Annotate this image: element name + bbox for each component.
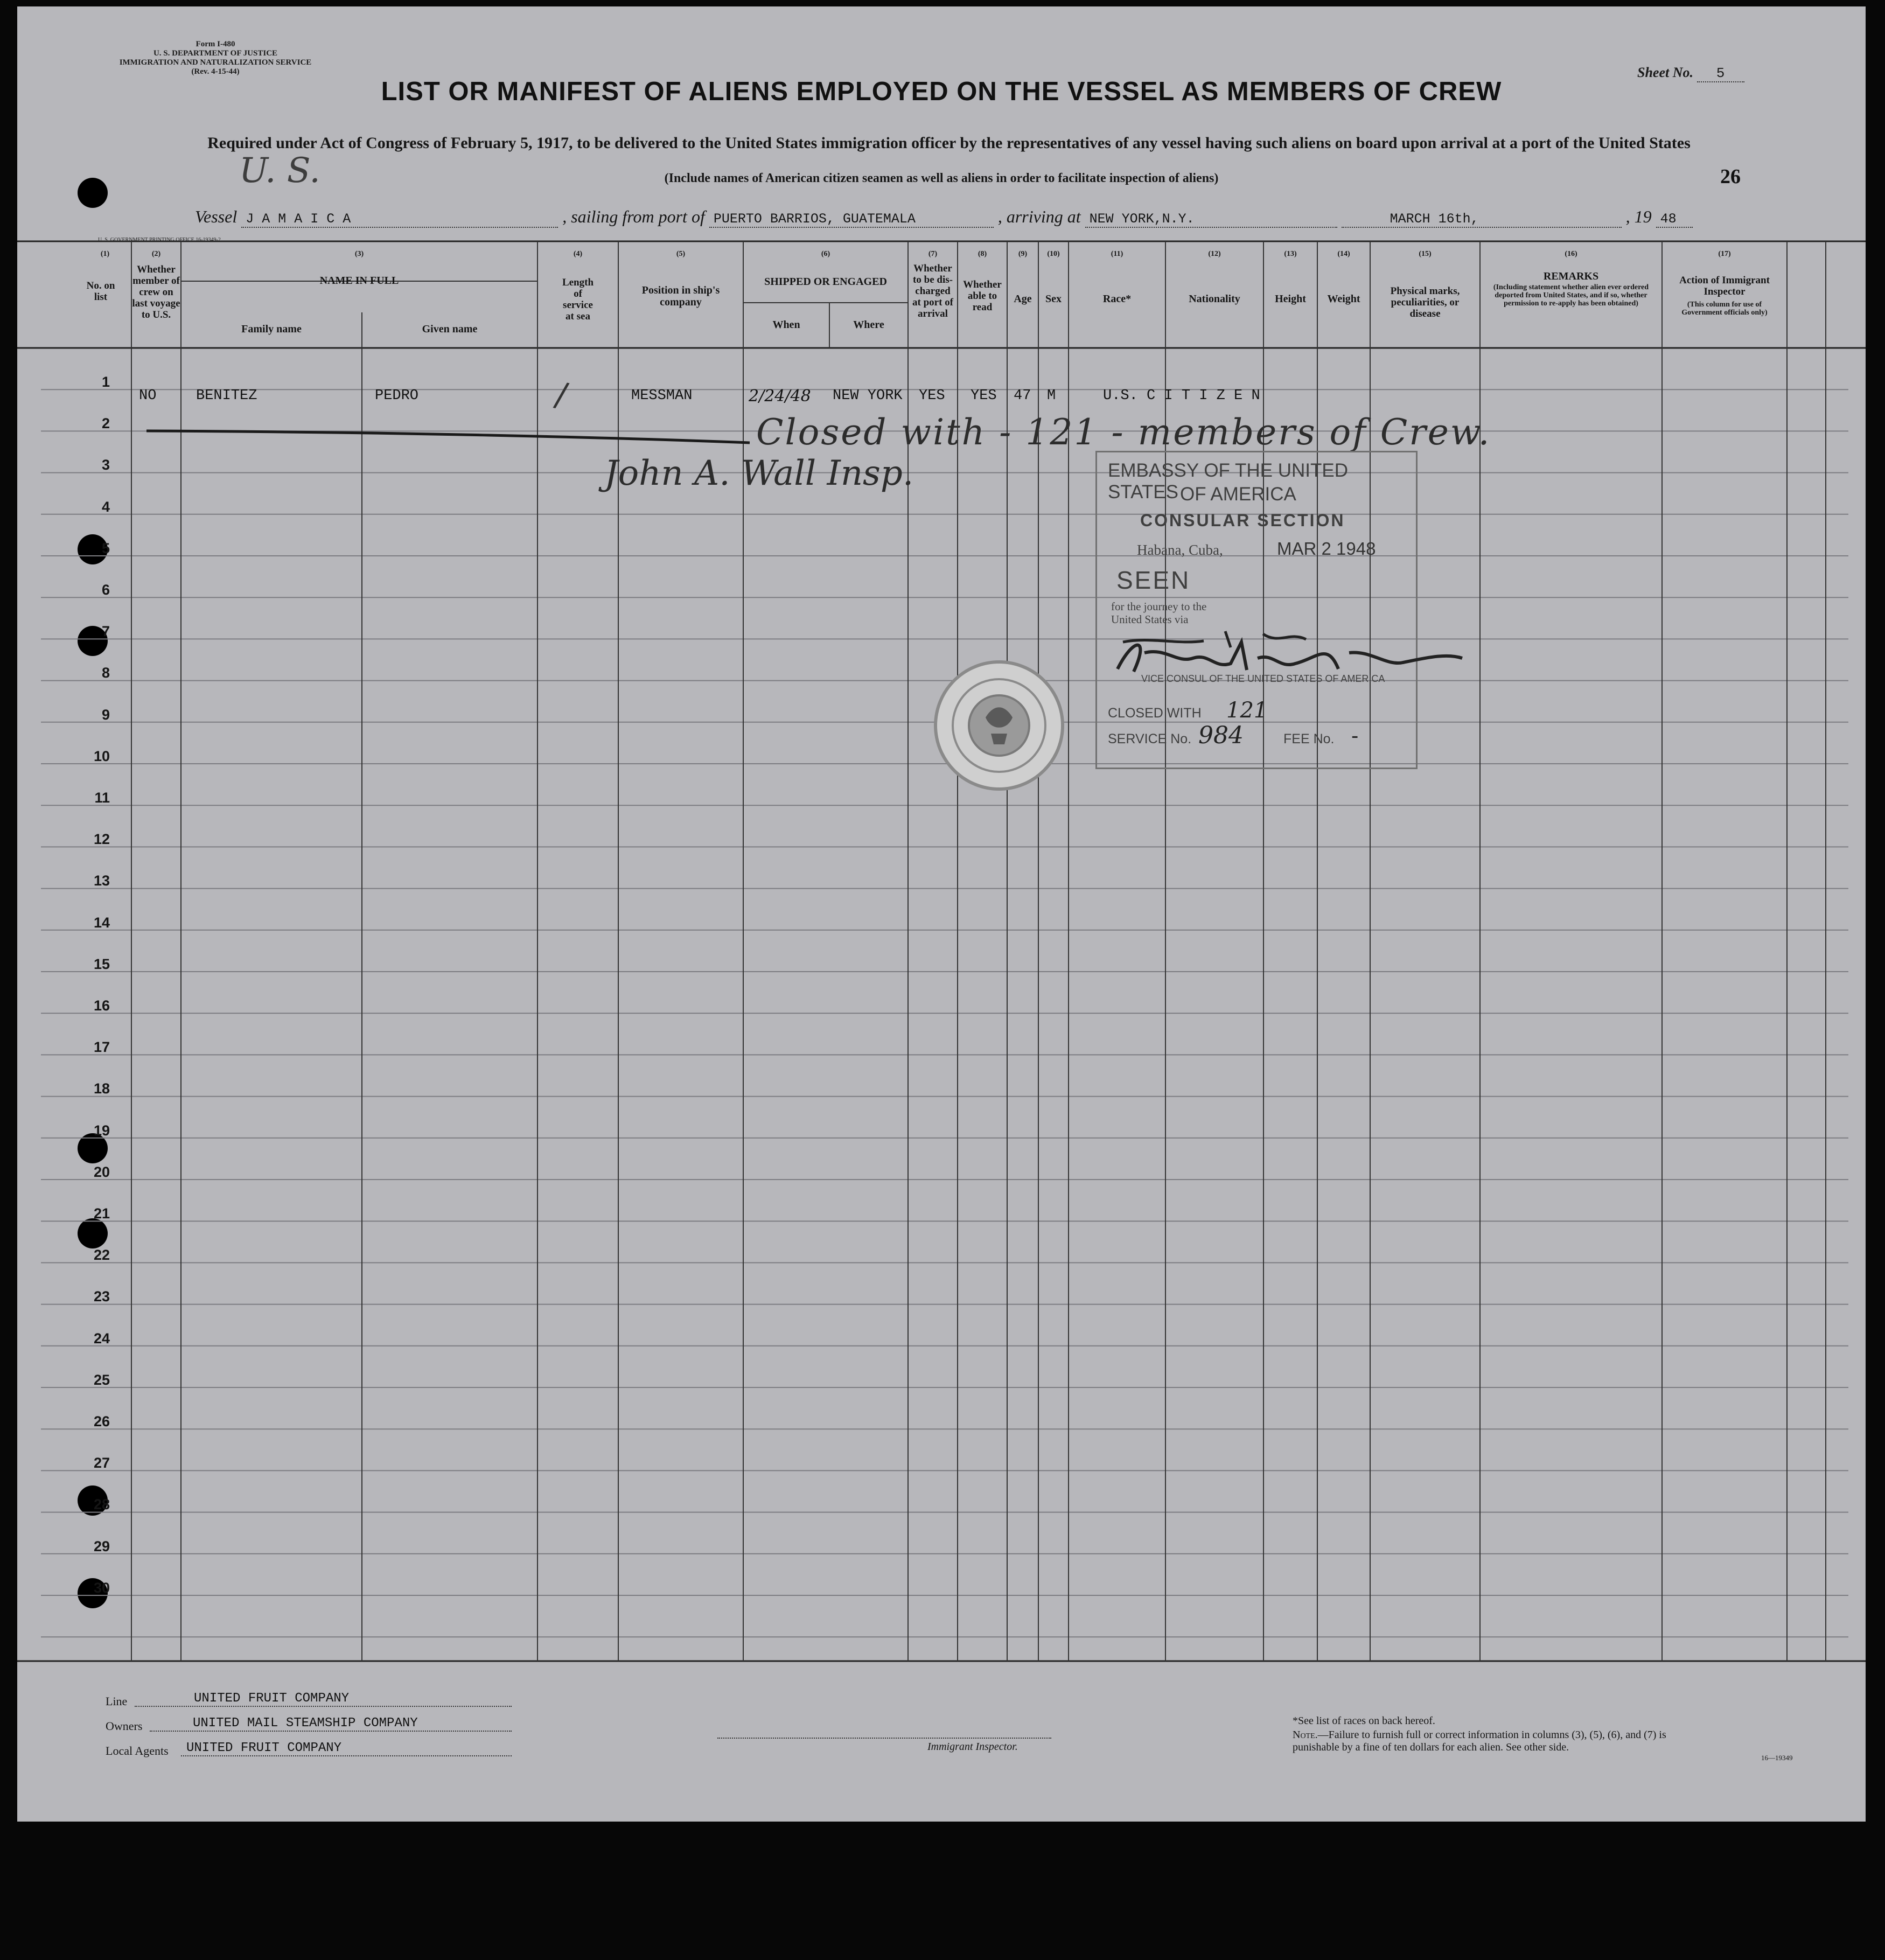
year-suffix: 48: [1656, 211, 1693, 228]
col3-given-name: Given name: [422, 323, 478, 335]
entry-race-nationality: U.S. C I T I Z E N: [1103, 388, 1260, 404]
col3-num: (3): [354, 250, 364, 258]
col12-num: (12): [1208, 250, 1221, 258]
col14-label: Weight: [1327, 293, 1360, 305]
row-number: 21: [93, 1205, 110, 1222]
departure-port: PUERTO BARRIOS, GUATEMALA: [709, 211, 994, 228]
embassy-seal: [926, 653, 1072, 798]
row-number: 20: [93, 1163, 110, 1180]
col8-num: (8): [978, 250, 987, 258]
col15-label: Physical marks, peculiarities, or disease: [1390, 285, 1460, 319]
entry-able-to-read: YES: [971, 388, 997, 404]
row-number: 8: [101, 665, 110, 681]
form-number: Form I-480: [196, 40, 235, 48]
arrival-port: NEW YORK,N.Y.: [1085, 211, 1337, 228]
col17-label: Action of Immigrant Inspector: [1679, 275, 1770, 297]
footer-note-text: —Failure to furnish full or correct information in columns (3), (5), (6), and (7) is punishable by a fine of ten dollars for each alien. See other side.: [1293, 1729, 1666, 1753]
col2-label: Whether member of crew on last voyage to U.S.: [132, 264, 180, 320]
page-number: 26: [1720, 165, 1741, 188]
row-number: 16: [93, 998, 110, 1014]
row-number: 4: [101, 498, 110, 515]
col6-label: SHIPPED OR ENGAGED: [764, 276, 887, 288]
col17-num: (17): [1718, 250, 1731, 258]
entry-age: 47: [1014, 388, 1031, 404]
col9-label: Age: [1014, 293, 1032, 305]
col5-num: (5): [676, 250, 686, 258]
col1-num: (1): [100, 250, 110, 258]
consular-stamp: [1095, 451, 1418, 769]
col5-label: Position in ship's company: [641, 284, 720, 308]
col4-num: (4): [573, 250, 583, 258]
stamp-journey-2: United States via: [1111, 613, 1189, 626]
row-number: 13: [93, 873, 110, 889]
stamp-of-america: OF AMERICA: [1180, 484, 1296, 505]
entry-when: 2/24/48: [749, 387, 811, 406]
col10-num: (10): [1047, 250, 1060, 258]
col6-num: (6): [821, 250, 830, 258]
stamp-service-no-label: SERVICE No.: [1108, 731, 1192, 747]
stamp-journey-1: for the journey to the: [1111, 600, 1207, 613]
col13-num: (13): [1284, 250, 1297, 258]
entry-discharged: YES: [919, 388, 945, 404]
row-number: 6: [101, 582, 110, 598]
stamp-place: Habana, Cuba,: [1137, 542, 1223, 558]
stamp-service-no-value: 984: [1198, 722, 1244, 749]
footer-note: [1293, 1729, 1702, 1754]
row-number: 22: [93, 1247, 110, 1264]
footer-note-label: Note.: [1293, 1729, 1318, 1741]
entry-last-voyage: NO: [139, 388, 157, 404]
row-number: 18: [93, 1080, 110, 1097]
strike-line: [17, 6, 1866, 1822]
form-service: IMMIGRATION AND NATURALIZATION SERVICE: [119, 58, 312, 67]
col16-label: REMARKS: [1543, 270, 1599, 282]
col17-note: (This column for use of Government officials only): [1681, 301, 1768, 317]
handwritten-us: U. S.: [239, 151, 320, 191]
col3-family-name: Family name: [241, 323, 302, 335]
inspector-signature-line: [717, 1738, 1051, 1739]
manifest-sheet: [17, 6, 1866, 1822]
col2-num: (2): [151, 250, 161, 258]
form-revision: (Rev. 4-15-44): [191, 67, 240, 76]
stamp-closed-with-value: 121: [1226, 698, 1268, 723]
row-number: 10: [93, 748, 110, 764]
footer-agents-value: UNITED FRUIT COMPANY: [181, 1741, 512, 1756]
footer-owners-value: UNITED MAIL STEAMSHIP COMPANY: [150, 1716, 512, 1732]
col8-label: Whether able to read: [963, 279, 1002, 313]
col11-label: Race*: [1102, 293, 1132, 305]
col15-num: (15): [1419, 250, 1432, 258]
printing-office-note: U. S. GOVERNMENT PRINTING OFFICE 16-19349-2: [98, 237, 221, 243]
footer-races-note: *See list of races on back hereof.: [1293, 1715, 1435, 1727]
row-number: 9: [101, 706, 110, 723]
entry-family-name: BENITEZ: [196, 388, 257, 404]
footer-agents-label: Local Agents: [106, 1744, 169, 1757]
inspector-signature: John A. Wall Insp.: [604, 454, 914, 493]
row-number: 11: [94, 790, 110, 806]
sailing-label: , sailing from port of: [562, 207, 705, 226]
entry-where: NEW YORK: [833, 388, 903, 404]
stamp-closed-with-label: CLOSED WITH: [1108, 706, 1202, 721]
sheet-number-value: 5: [1697, 65, 1744, 82]
year-prefix: , 19: [1625, 207, 1652, 226]
row-number: 28: [93, 1496, 110, 1513]
col6-where: Where: [853, 319, 884, 331]
row-number: 15: [93, 955, 110, 972]
row-number: 26: [93, 1413, 110, 1429]
col13-label: Height: [1275, 293, 1306, 305]
col11-num: (11): [1111, 250, 1123, 258]
col7-num: (7): [928, 250, 938, 258]
footer-line-label: Line: [106, 1694, 128, 1708]
stamp-vice-consul: VICE CONSUL OF THE UNITED STATES OF AMERICA: [1141, 673, 1385, 684]
row-number: 2: [101, 415, 110, 432]
row-number: 5: [101, 540, 110, 556]
stamp-seen: SEEN: [1116, 566, 1191, 594]
stamp-embassy: EMBASSY OF THE UNITED STATES: [1108, 460, 1349, 503]
col4-label: Length of service at sea: [562, 277, 594, 322]
row-number: 30: [93, 1579, 110, 1596]
closed-with-crew-note: Closed with - 121 - members of Crew.: [756, 411, 1491, 453]
row-number: 17: [93, 1039, 110, 1056]
row-number: 7: [101, 623, 110, 640]
col16-note: (Including statement whether alien ever ordered deported from United States, and if so, whether permission to re-apply has been obtained): [1493, 283, 1649, 308]
row-number: 29: [93, 1538, 110, 1554]
col7-label: Whether to be dis-charged at port of arrival: [912, 263, 953, 319]
stamp-fee-no-value: -: [1351, 724, 1359, 748]
form-department: U. S. DEPARTMENT OF JUSTICE: [153, 49, 278, 58]
stamp-consular-section: CONSULAR SECTION: [1140, 511, 1345, 530]
document-title: LIST OR MANIFEST OF ALIENS EMPLOYED ON THE VESSEL AS MEMBERS OF CREW: [381, 77, 1502, 106]
col6-when: When: [772, 319, 800, 331]
col16-num: (16): [1565, 250, 1577, 258]
col3-label: NAME IN FULL: [319, 275, 399, 287]
sheet-number-label: Sheet No.: [1637, 65, 1693, 80]
entry-given-name: PEDRO: [375, 388, 419, 404]
row-number: 3: [101, 457, 110, 473]
entry-length-of-service: /: [551, 374, 571, 415]
col14-num: (14): [1337, 250, 1350, 258]
requirement-text: Required under Act of Congress of February 5, 1917, to be delivered to the United States immigration officer by the representatives of any vessel having such aliens on board upon arrival at a port of the United States: [207, 134, 1691, 152]
vessel-name: J A M A I C A: [241, 211, 558, 228]
arriving-label: , arriving at: [997, 207, 1081, 226]
footer-inspector-label: Immigrant Inspector.: [927, 1741, 1018, 1753]
col12-label: Nationality: [1189, 293, 1240, 305]
row-number: 14: [93, 914, 110, 931]
row-number: 27: [93, 1455, 110, 1471]
row-number: 23: [93, 1288, 110, 1305]
include-note: (Include names of American citizen seamen as well as aliens in order to facilitate inspection of aliens): [664, 171, 1219, 185]
entry-position: MESSMAN: [631, 388, 693, 404]
row-number: 19: [93, 1122, 110, 1139]
footer-owners-label: Owners: [106, 1719, 143, 1733]
arrival-date: MARCH 16th,: [1342, 211, 1622, 228]
vessel-label: Vessel: [195, 207, 238, 226]
row-number: 1: [101, 374, 110, 390]
entry-sex: M: [1047, 388, 1056, 404]
col9-num: (9): [1018, 250, 1028, 258]
row-number: 24: [93, 1330, 110, 1347]
row-number: 12: [93, 831, 110, 848]
col10-label: Sex: [1045, 293, 1062, 305]
col1-label: No. on list: [86, 280, 115, 303]
footer-line-value: UNITED FRUIT COMPANY: [135, 1691, 512, 1707]
footer-form-code: 16—19349: [1761, 1754, 1793, 1762]
row-number: 25: [93, 1371, 110, 1388]
stamp-date: MAR 2 1948: [1277, 539, 1376, 559]
stamp-fee-no-label: FEE No.: [1283, 731, 1335, 747]
